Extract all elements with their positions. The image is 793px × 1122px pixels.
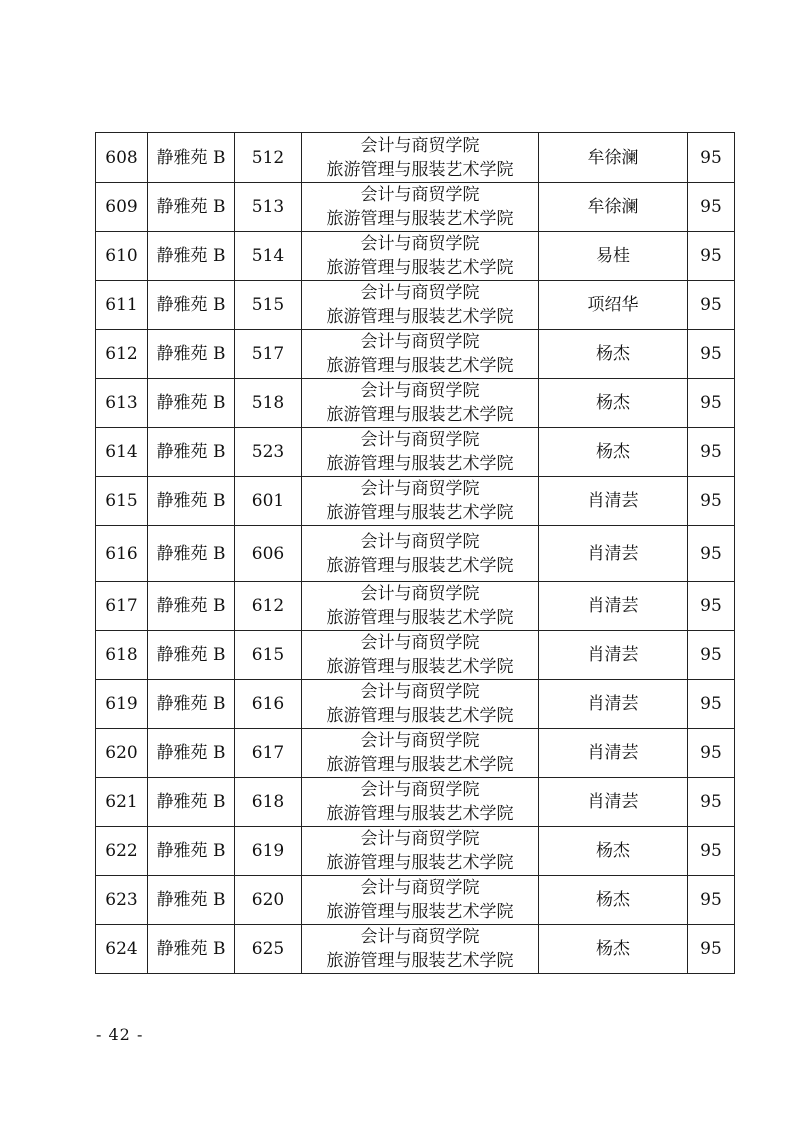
cell-number: 611 [96,281,148,330]
cell-manager: 肖清芸 [539,680,688,729]
college-line: 会计与商贸学院 [360,633,480,653]
college-line: 旅游管理与服装艺术学院 [326,307,514,327]
cell-college [302,330,539,379]
cell-building: 静雅苑 B [148,281,235,330]
cell-manager: 易桂 [539,232,688,281]
college-line: 会计与商贸学院 [360,682,480,702]
college-line: 旅游管理与服装艺术学院 [326,951,514,971]
college-line: 旅游管理与服装艺术学院 [326,454,514,474]
cell-number: 613 [96,379,148,428]
cell-manager: 肖清芸 [539,477,688,526]
cell-score: 95 [688,281,735,330]
cell-building: 静雅苑 B [148,729,235,778]
table-row [96,232,735,281]
table-row [96,183,735,232]
cell-college [302,729,539,778]
college-line: 会计与商贸学院 [360,731,480,751]
cell-building: 静雅苑 B [148,631,235,680]
cell-room: 617 [235,729,302,778]
cell-room: 606 [235,526,302,582]
cell-number: 624 [96,925,148,974]
cell-building: 静雅苑 B [148,526,235,582]
cell-room: 518 [235,379,302,428]
cell-score: 95 [688,729,735,778]
college-line: 旅游管理与服装艺术学院 [326,405,514,425]
college-line: 旅游管理与服装艺术学院 [326,706,514,726]
college-line: 会计与商贸学院 [360,878,480,898]
cell-manager: 肖清芸 [539,526,688,582]
cell-number: 621 [96,778,148,827]
cell-number: 622 [96,827,148,876]
cell-score: 95 [688,133,735,183]
college-line: 旅游管理与服装艺术学院 [326,503,514,523]
college-line: 旅游管理与服装艺术学院 [326,755,514,775]
cell-score: 95 [688,232,735,281]
college-line: 会计与商贸学院 [360,381,480,401]
table-row [96,827,735,876]
cell-manager: 杨杰 [539,827,688,876]
cell-manager: 肖清芸 [539,582,688,631]
college-line: 会计与商贸学院 [360,234,480,254]
cell-number: 620 [96,729,148,778]
cell-score: 95 [688,827,735,876]
cell-room: 513 [235,183,302,232]
table-row [96,133,735,183]
cell-number: 616 [96,526,148,582]
cell-score: 95 [688,183,735,232]
cell-room: 616 [235,680,302,729]
cell-room: 612 [235,582,302,631]
cell-score: 95 [688,330,735,379]
college-line: 旅游管理与服装艺术学院 [326,555,514,576]
cell-number: 609 [96,183,148,232]
cell-building: 静雅苑 B [148,232,235,281]
college-line: 旅游管理与服装艺术学院 [326,902,514,922]
cell-building: 静雅苑 B [148,778,235,827]
cell-score: 95 [688,477,735,526]
college-line: 会计与商贸学院 [360,283,480,303]
cell-room: 514 [235,232,302,281]
table-row [96,925,735,974]
cell-building: 静雅苑 B [148,133,235,183]
cell-building: 静雅苑 B [148,379,235,428]
table-body [96,133,735,974]
cell-manager: 肖清芸 [539,778,688,827]
college-line: 旅游管理与服装艺术学院 [326,258,514,278]
cell-manager: 牟徐澜 [539,183,688,232]
cell-building: 静雅苑 B [148,680,235,729]
cell-manager: 肖清芸 [539,631,688,680]
table-row [96,281,735,330]
dorm-score-table [95,132,735,974]
cell-room: 523 [235,428,302,477]
college-line: 会计与商贸学院 [360,430,480,450]
cell-room: 620 [235,876,302,925]
cell-college [302,379,539,428]
cell-college [302,281,539,330]
cell-manager: 肖清芸 [539,729,688,778]
cell-college [302,778,539,827]
college-line: 会计与商贸学院 [360,531,480,552]
cell-college [302,428,539,477]
table-row [96,379,735,428]
cell-college [302,925,539,974]
cell-number: 612 [96,330,148,379]
cell-room: 517 [235,330,302,379]
table-row [96,631,735,680]
cell-room: 512 [235,133,302,183]
cell-manager: 杨杰 [539,379,688,428]
cell-score: 95 [688,428,735,477]
cell-number: 608 [96,133,148,183]
table-row [96,582,735,631]
cell-college [302,232,539,281]
cell-score: 95 [688,680,735,729]
cell-manager: 杨杰 [539,925,688,974]
cell-manager: 杨杰 [539,330,688,379]
college-line: 旅游管理与服装艺术学院 [326,356,514,376]
college-line: 会计与商贸学院 [360,332,480,352]
cell-manager: 杨杰 [539,428,688,477]
cell-score: 95 [688,876,735,925]
cell-building: 静雅苑 B [148,582,235,631]
cell-number: 615 [96,477,148,526]
college-line: 旅游管理与服装艺术学院 [326,159,514,180]
cell-manager: 项绍华 [539,281,688,330]
college-line: 会计与商贸学院 [360,780,480,800]
cell-score: 95 [688,526,735,582]
cell-building: 静雅苑 B [148,876,235,925]
table-row [96,778,735,827]
cell-college [302,477,539,526]
cell-score: 95 [688,582,735,631]
cell-room: 625 [235,925,302,974]
cell-number: 619 [96,680,148,729]
cell-college [302,582,539,631]
cell-building: 静雅苑 B [148,183,235,232]
college-line: 旅游管理与服装艺术学院 [326,209,514,229]
cell-college [302,526,539,582]
cell-number: 618 [96,631,148,680]
cell-number: 610 [96,232,148,281]
table-row [96,680,735,729]
cell-building: 静雅苑 B [148,827,235,876]
cell-room: 619 [235,827,302,876]
cell-score: 95 [688,379,735,428]
cell-room: 515 [235,281,302,330]
table-row [96,428,735,477]
cell-college [302,827,539,876]
college-line: 旅游管理与服装艺术学院 [326,657,514,677]
college-line: 旅游管理与服装艺术学院 [326,853,514,873]
cell-number: 623 [96,876,148,925]
college-line: 旅游管理与服装艺术学院 [326,608,514,628]
cell-building: 静雅苑 B [148,330,235,379]
table-row [96,477,735,526]
cell-score: 95 [688,631,735,680]
cell-college [302,876,539,925]
cell-room: 601 [235,477,302,526]
cell-room: 618 [235,778,302,827]
cell-number: 617 [96,582,148,631]
page-number: - 42 - [96,1025,144,1044]
cell-manager: 杨杰 [539,876,688,925]
cell-college [302,183,539,232]
college-line: 会计与商贸学院 [360,135,480,156]
table-row [96,729,735,778]
table-row [96,876,735,925]
cell-score: 95 [688,925,735,974]
college-line: 旅游管理与服装艺术学院 [326,804,514,824]
cell-manager: 牟徐澜 [539,133,688,183]
cell-building: 静雅苑 B [148,428,235,477]
college-line: 会计与商贸学院 [360,584,480,604]
college-line: 会计与商贸学院 [360,927,480,947]
cell-room: 615 [235,631,302,680]
college-line: 会计与商贸学院 [360,185,480,205]
cell-score: 95 [688,778,735,827]
cell-number: 614 [96,428,148,477]
cell-college [302,631,539,680]
table-row [96,330,735,379]
cell-college [302,133,539,183]
college-line: 会计与商贸学院 [360,829,480,849]
cell-building: 静雅苑 B [148,477,235,526]
cell-college [302,680,539,729]
table-row [96,526,735,582]
college-line: 会计与商贸学院 [360,479,480,499]
cell-building: 静雅苑 B [148,925,235,974]
